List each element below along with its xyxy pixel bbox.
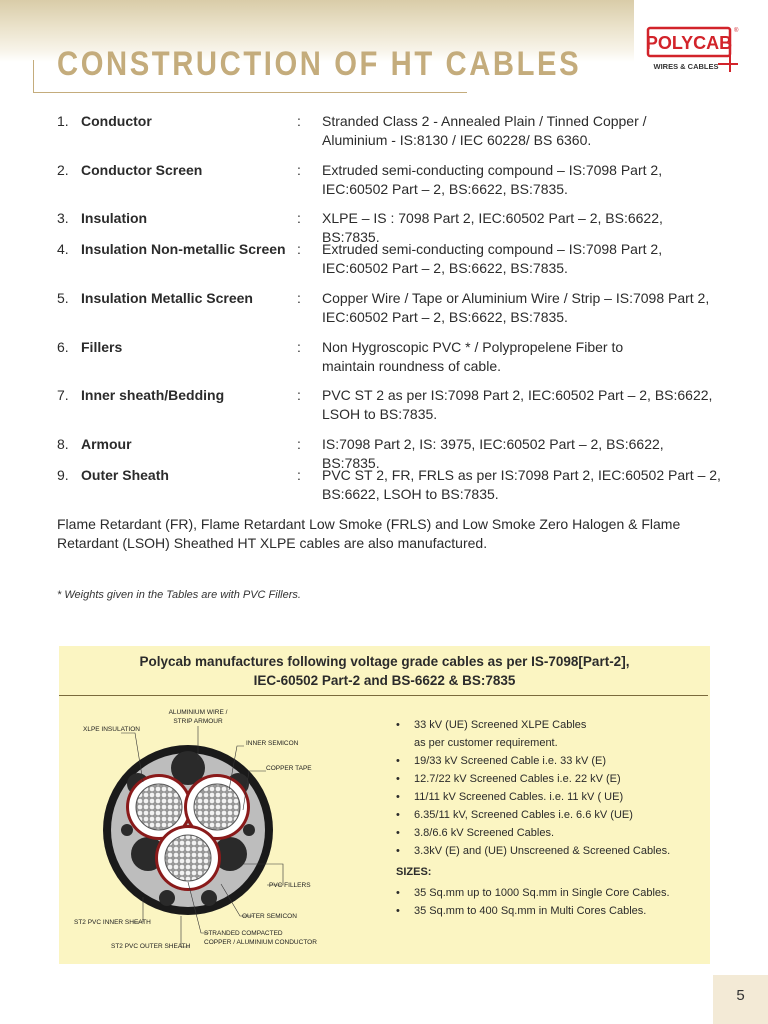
spec-number: 4. — [57, 241, 69, 257]
spec-description: Extruded semi-conducting compound – IS:7098 Part 2, IEC:60502 Part – 2, BS:6622, BS:7835. — [322, 162, 663, 197]
label-conductor-line-2: COPPER / ALUMINIUM CONDUCTOR — [204, 939, 317, 946]
spec-item-fillers — [57, 338, 727, 386]
spec-colon: : — [297, 241, 301, 257]
list-item: • 33 kV (UE) Screened XLPE Cables — [396, 716, 696, 734]
logo-registered-mark: ® — [734, 28, 739, 34]
label-pvc-fillers: PVC FILLERS — [269, 882, 311, 889]
spec-item-armour — [57, 435, 727, 471]
list-item: • 3.3kV (E) and (UE) Unscreened & Screened Cables. — [396, 842, 696, 860]
spec-colon: : — [297, 387, 301, 403]
title-underline — [33, 92, 467, 93]
spec-name: Inner sheath/Bedding — [81, 387, 225, 403]
list-item-continuation: as per customer requirement. — [414, 737, 558, 749]
spec-item-inner-sheath — [57, 386, 727, 435]
spec-description: Extruded semi-conducting compound – IS:7098 Part 2, IEC:60502 Part – 2, BS:6622, BS:7835. — [322, 241, 663, 276]
list-item: • 35 Sq.mm up to 1000 Sq.mm in Single Core Cables. — [396, 884, 696, 902]
spec-number: 3. — [57, 210, 69, 226]
spec-colon: : — [297, 436, 301, 452]
label-xlpe-insulation: XLPE INSULATION — [83, 726, 140, 733]
label-outer-semicon: OUTER SEMICON — [242, 913, 297, 920]
page-number: 5 — [736, 987, 745, 1004]
spec-number: 9. — [57, 467, 69, 483]
spec-number: 7. — [57, 387, 69, 403]
spec-name: Conductor — [81, 113, 152, 129]
spec-item-insulation — [57, 209, 727, 245]
spec-item-outer-sheath — [57, 466, 727, 506]
cable-cross-section-diagram — [71, 702, 331, 957]
voltage-grade-list — [396, 716, 696, 860]
label-copper-tape: COPPER TAPE — [266, 765, 312, 772]
logo-tagline: WIRES & CABLES — [653, 62, 719, 71]
spec-name: Fillers — [81, 339, 123, 355]
spec-colon: : — [297, 290, 301, 306]
weights-footnote: * Weights given in the Tables are with PVC Fillers. — [57, 589, 301, 601]
spec-number: 2. — [57, 162, 69, 178]
page-title: CONSTRUCTION OF HT CABLES — [57, 45, 582, 83]
label-aluminium-wire-line-1: ALUMINIUM WIRE / — [168, 709, 228, 716]
list-item: • 12.7/22 kV Screened Cables i.e. 22 kV (E) — [396, 770, 696, 788]
spec-name: Insulation Metallic Screen — [81, 290, 253, 306]
spec-name: Insulation — [81, 210, 148, 226]
polycab-logo — [644, 24, 740, 76]
sizes-list — [396, 884, 696, 920]
box-heading-line-1: Polycab manufactures following voltage grade cables as per IS-7098[Part-2], — [139, 654, 630, 669]
box-divider — [59, 695, 708, 696]
spec-name: Conductor Screen — [81, 162, 203, 178]
spec-number: 8. — [57, 436, 69, 452]
page-number-box — [713, 975, 768, 1024]
logo-brand: POLYCAB — [645, 33, 733, 53]
spec-name: Armour — [81, 436, 132, 452]
spec-description: PVC ST 2 as per IS:7098 Part 2, IEC:60502 Part – 2, BS:6622, LSOH to BS:7835. — [322, 387, 713, 422]
spec-description: Stranded Class 2 - Annealed Plain / Tinned Copper / Aluminium - IS:8130 / IEC 60228/ BS 6360. — [322, 113, 647, 148]
construction-spec-list — [57, 112, 727, 506]
box-heading-line-2: IEC-60502 Part-2 and BS-6622 & BS:7835 — [253, 673, 516, 688]
list-item: • 11/11 kV Screened Cables. i.e. 11 kV ( UE) — [396, 788, 696, 806]
label-st2-outer-sheath: ST2 PVC OUTER SHEATH — [111, 943, 191, 950]
core-bottom — [155, 825, 221, 891]
spec-number: 1. — [57, 113, 69, 129]
spec-description: Non Hygroscopic PVC * / Polypropelene Fiber to maintain roundness of cable. — [322, 339, 624, 374]
spec-description: PVC ST 2, FR, FRLS as per IS:7098 Part 2, IEC:60502 Part – 2, BS:6622, LSOH to BS:7835. — [322, 467, 721, 502]
spec-description: Copper Wire / Tape or Aluminium Wire / Strip – IS:7098 Part 2, IEC:60502 Part – 2, BS:6622, BS:7835. — [322, 290, 710, 325]
box-heading — [59, 652, 710, 690]
label-aluminium-wire-line-2: STRIP ARMOUR — [173, 718, 223, 725]
spec-number: 6. — [57, 339, 69, 355]
sizes-heading: SIZES: — [396, 866, 432, 878]
spec-colon: : — [297, 467, 301, 483]
spec-number: 5. — [57, 290, 69, 306]
spec-description: IS:7098 Part 2, IS: 3975, IEC:60502 Part – 2, BS:6622, BS:7835. — [322, 436, 664, 471]
spec-name: Outer Sheath — [81, 467, 169, 483]
spec-item-insulation-non-metallic-screen — [57, 240, 727, 289]
spec-description: XLPE – IS : 7098 Part 2, IEC:60502 Part – 2, BS:6622, BS:7835. — [322, 210, 663, 245]
label-st2-inner-sheath: ST2 PVC INNER SHEATH — [74, 919, 151, 926]
voltage-grade-box — [59, 646, 710, 964]
list-item: • 6.35/11 kV, Screened Cables i.e. 6.6 kV (UE) — [396, 806, 696, 824]
list-item: • 35 Sq.mm to 400 Sq.mm in Multi Cores Cables. — [396, 902, 696, 920]
spec-colon: : — [297, 113, 301, 129]
spec-item-conductor-screen — [57, 161, 727, 209]
spec-colon: : — [297, 162, 301, 178]
spec-item-conductor — [57, 112, 727, 161]
flame-retardant-note: Flame Retardant (FR), Flame Retardant Low Smoke (FRLS) and Low Smoke Zero Halogen & Flame Retardant (LSOH) Sheathed HT XLPE cables are also manufactured. — [57, 516, 681, 551]
list-item: • 19/33 kV Screened Cable i.e. 33 kV (E) — [396, 752, 696, 770]
spec-colon: : — [297, 210, 301, 226]
label-inner-semicon: INNER SEMICON — [246, 740, 299, 747]
label-conductor-line-1: STRANDED COMPACTED — [204, 930, 283, 937]
list-item: • 3.8/6.6 kV Screened Cables. — [396, 824, 696, 842]
spec-colon: : — [297, 339, 301, 355]
spec-item-insulation-metallic-screen — [57, 289, 727, 338]
title-divider-tick — [33, 60, 34, 92]
spec-name: Insulation Non-metallic Screen — [81, 241, 286, 257]
